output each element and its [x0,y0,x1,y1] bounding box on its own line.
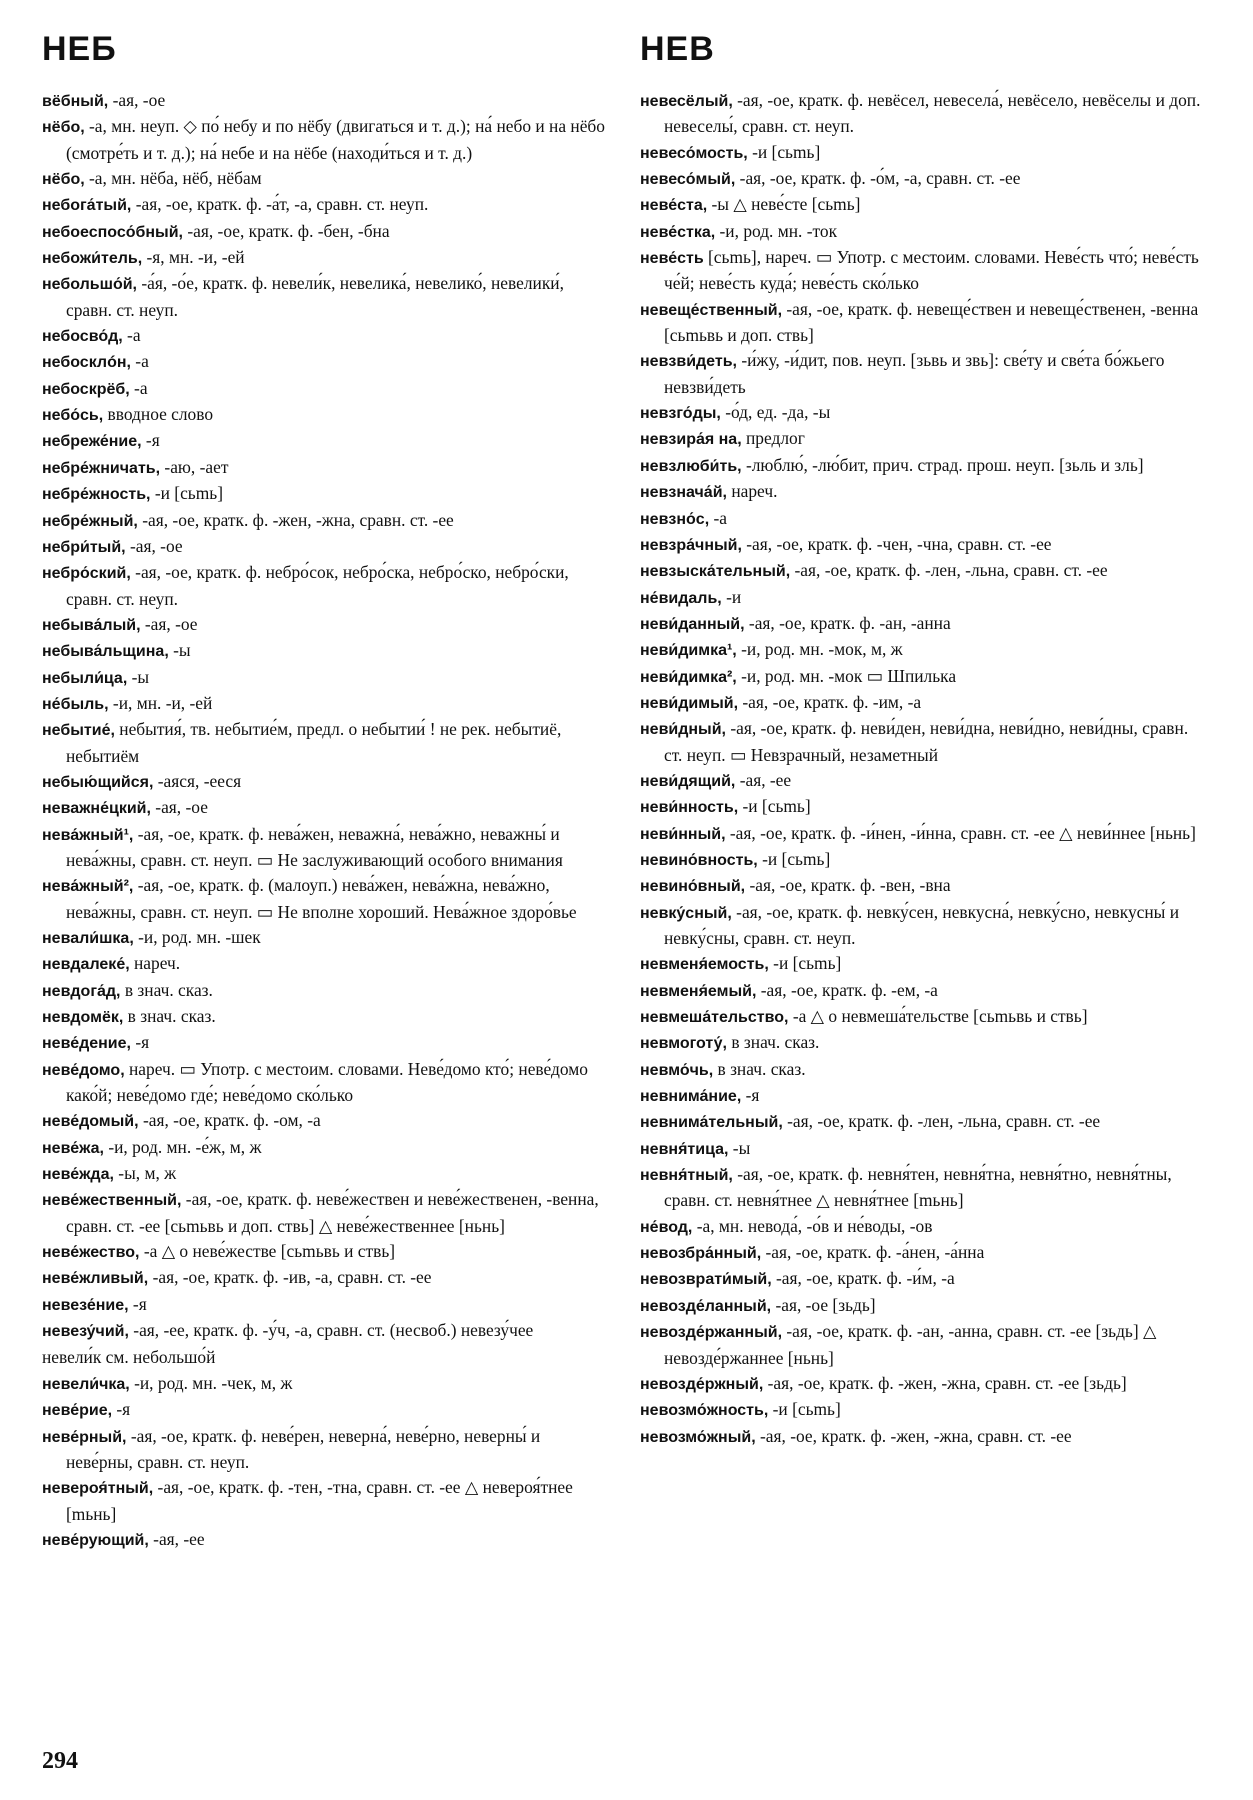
entry-body: -ая, -ое, кратк. ф. -вен, -вна [745,875,951,896]
entry-headword: невзра́чный, [640,536,742,554]
dictionary-entry [640,219,1210,245]
entry-headword: неви́данный, [640,615,745,633]
entry-body: -ая, -ое, кратк. ф. -и́м, -а [771,1268,955,1289]
entry-headword: невзнача́й, [640,484,727,502]
dictionary-entry [42,166,607,192]
entry-headword: невмеша́тельство, [640,1009,789,1027]
entry-body: -ая, -ее, кратк. ф. -у́ч, -а, сравн. ст. (несвоб.) невезу́чее [128,1320,534,1341]
entry-body: -ая, -ее [735,769,792,790]
entry-headword: невино́вность, [640,851,758,869]
entry-body: -ая, -ое, кратк. ф. -а́т, -а, сравн. ст. неуп. [131,194,429,215]
entry-body: -ая, -ое, кратк. ф. (малоуп.) нева́жен, нева́жна, нева́жно, нева́жны, сравн. ст. неуп. ▭ Не вполне хороший. Нева́жное здоро́вье [66,875,577,922]
entry-body: -ая, -ое, кратк. ф. -ан, -анна, сравн. ст. -ее [зьдь] △ невозде́ржаннее [ньнь] [664,1321,1157,1368]
entry-headword: небыва́лый, [42,616,141,634]
dictionary-entry [640,1057,1210,1083]
entry-body: -и [сьmь] [747,141,821,162]
entry-headword: невозде́ланный, [640,1297,772,1315]
dictionary-entry [640,140,1210,166]
entry-body: -ая, -ое, кратк. ф. невёсел, невесела́, невёсело, невёселы и доп. невеселы́, сравн. ст. неуп. [664,90,1201,137]
entry-headword: небро́ский, [42,565,131,583]
dictionary-entry [42,769,607,795]
entry-body: в знач. сказ. [713,1058,806,1079]
dictionary-entry [640,479,1210,505]
dictionary-entry [42,271,607,323]
entry-body: вводное слово [103,404,214,425]
entry-body: -ы [168,640,191,661]
entry-body: -ы, м, ж [113,1163,177,1184]
entry-body: -ы [728,1137,751,1158]
dictionary-entry [640,1109,1210,1135]
entry-body: -я [128,1293,147,1314]
entry-body: -ая, -ое [108,90,166,110]
entry-body: -ая, -ое, кратк. ф. невня́тен, невня́тна, невня́тно, невня́тны, сравн. ст. невня́тнее △ невня́тнее [mьнь] [664,1164,1172,1211]
dictionary-entry [640,1004,1210,1030]
page-number: 294 [42,1748,78,1774]
dictionary-entry [640,978,1210,1004]
entry-headword: неве́жество, [42,1244,140,1262]
dictionary-entry [42,1030,607,1056]
entry-headword: невку́сный, [640,904,732,922]
entry-body: -ая, -ое, кратк. ф. нева́жен, неважна́, нева́жно, неважны́ и нева́жны, сравн. ст. неуп. ▭ Не заслуживающий особого внимания [66,823,563,870]
entry-headword: вёбный, [42,93,109,110]
entry-headword: небре́жность, [42,486,151,504]
entry-headword: невероя́тный, [42,1480,154,1498]
dictionary-entry [640,611,1210,637]
entry-body: -и [сьmь] [757,848,831,869]
entry-headword: неве́домый, [42,1113,139,1131]
entry-headword: невмо́чь, [640,1061,714,1079]
entry-headword: небытие́, [42,722,115,740]
dictionary-entry [42,978,607,1004]
entry-headword: невали́шка, [42,930,134,947]
entry-body: -ая, -ое, кратк. ф. -ем, -а [756,979,938,1000]
dictionary-entry [42,1265,607,1291]
dictionary-entry [640,1266,1210,1292]
dictionary-entry [640,532,1210,558]
dictionary-entry [42,219,607,245]
entry-body: -ы △ неве́сте [сьmь] [707,194,861,215]
dictionary-entry [42,1292,607,1318]
entry-headword: невесо́мость, [640,144,748,162]
entry-body: -ая, -ое, кратк. ф. неве́рен, неверна́, неве́рно, неверны́ и неве́рны, сравн. ст. неуп. [66,1425,541,1472]
entry-body: -а [709,507,727,528]
dictionary-entry [42,376,607,402]
dictionary-entry [640,506,1210,532]
dictionary-entry [640,1136,1210,1162]
dictionary-entry [640,664,1210,690]
entry-headword: невозде́ржный, [640,1375,764,1393]
dictionary-entry [640,297,1210,349]
entry-body: -и, род. мн. -мок ▭ Шпилька [736,665,957,686]
entry-headword: неве́жественный, [42,1192,182,1210]
entry-headword: неви́нность, [640,799,739,817]
dictionary-entry [640,951,1210,977]
entry-headword: неве́дение, [42,1035,131,1053]
entry-body: -и [сьmь] [768,1399,841,1420]
entry-headword: неве́жда, [42,1166,114,1184]
entry-headword: невозде́ржанный, [640,1324,783,1342]
dictionary-entry [640,1319,1210,1371]
entry-headword: невдомёк, [42,1009,124,1027]
entry-headword: неве́рный, [42,1428,127,1446]
dictionary-entry [640,1083,1210,1109]
dictionary-entry [640,348,1210,400]
entry-body: -ая, -ое, кратк. ф. невку́сен, невкусна́, невку́сно, невкусны́ и невку́сны, сравн. ст. неуп. [664,901,1180,948]
entry-headword: невдога́д, [42,982,121,1000]
entry-headword: неве́жа, [42,1139,104,1157]
dictionary-entry [42,402,607,428]
dictionary-entry [640,400,1210,426]
entry-body: нареч. ▭ Употр. с местоим. словами. Неве́домо кто́; неве́домо како́й; неве́домо где́; неве́домо ско́лько [66,1058,588,1106]
entry-body: -ая, -ое [зьдь] [771,1294,876,1315]
dictionary-entry [42,1345,607,1371]
running-head-right: НЕВ [640,30,715,68]
entry-body: -и, род. мн. -мок, м, ж [736,639,903,660]
dictionary-entry [42,481,607,507]
entry-body: -и, род. мн. -шек [133,927,261,947]
dictionary-entry [42,717,607,769]
entry-body: -и [721,586,742,607]
entry-body: -я [112,1399,131,1420]
dictionary-entry [640,88,1210,140]
entry-body: -и, род. мн. -чек, м, ж [129,1372,293,1393]
entry-body: в знач. сказ. [120,979,213,1000]
entry-body: в знач. сказ. [123,1006,216,1027]
entry-body: [сьmь], нареч. ▭ Употр. с местоим. словами. Неве́сть что́; неве́сть че́й; неве́сть куда́; неве́сть ско́лько [664,247,1199,294]
dictionary-entry [640,1371,1210,1397]
dictionary-entry [42,114,607,166]
entry-headword: невезе́ние, [42,1296,129,1314]
dictionary-entry [42,245,607,271]
dictionary-entry [640,821,1210,847]
entry-body: -ая, -ое, кратк. ф. -а́нен, -а́нна [761,1242,985,1263]
dictionary-entry [640,166,1210,192]
entry-body: -ая, -ое, кратк. ф. -жен, -жна, сравн. ст. -ее [137,509,454,530]
dictionary-entry [640,426,1210,452]
entry-headword: невдалеке́, [42,956,130,974]
entry-body: -ая, -ое, кратк. ф. невеще́ствен и невеще́ственен, -венна [сьmьвь и доп. ствь] [664,298,1199,346]
entry-body: -ая, -ое, кратк. ф. -бен, -бна [182,220,390,241]
entry-body: -ая, -ое, кратк. ф. -о́м, -а, сравн. ст. -ее [735,168,1021,189]
entry-headword: неве́сть [640,250,704,268]
entry-headword: небо́сь, [42,407,104,425]
entry-headword: неви́димый, [640,694,739,712]
entry-headword: невменя́емость, [640,956,769,974]
entry-headword: невозмо́жность, [640,1402,769,1420]
dictionary-entry [640,1240,1210,1266]
entry-body: -ая, -ое [140,613,198,634]
dictionary-entry [42,638,607,664]
entry-headword: не́быль, [42,695,109,713]
dictionary-entry [42,795,607,821]
dictionary-entry [640,453,1210,479]
dictionary-entry [640,558,1210,584]
entry-body: -и [сьmь] [738,796,811,817]
dictionary-entry [640,716,1210,768]
entry-headword: небреже́ние, [42,433,142,451]
entry-headword: невня́тица, [640,1140,729,1158]
dictionary-entry [640,900,1210,952]
entry-headword: небога́тый, [42,197,132,215]
dictionary-entry [640,192,1210,218]
dictionary-entry [42,534,607,560]
dictionary-entry [42,1397,607,1423]
right-column [640,88,1210,1450]
dictionary-entry [640,1214,1210,1240]
entry-headword: невозмо́жный, [640,1428,756,1446]
left-column [42,88,607,1553]
entry-body: -я [741,1085,760,1106]
entry-headword: неве́ста, [640,197,708,215]
dictionary-entry [42,1187,607,1239]
entry-headword: небыли́ца, [42,669,128,687]
entry-headword: неве́домо, [42,1061,125,1079]
dictionary-entry [42,323,607,349]
entry-body: -и, род. мн. -ток [715,220,838,241]
entry-headword: неве́жливый, [42,1270,149,1288]
dictionary-entry [640,768,1210,794]
entry-headword: небре́жный, [42,512,138,530]
entry-headword: небре́жничать, [42,459,161,477]
entry-body: -аю, -ает [160,456,229,477]
entry-body: -ая, -ое, кратк. ф. -жен, -жна, сравн. ст. -ее [755,1425,1072,1446]
dictionary-entry [640,1424,1210,1450]
entry-headword: нёбо, [42,119,85,137]
dictionary-entry [640,794,1210,820]
entry-body: -а [130,351,149,372]
dictionary-entry [640,690,1210,716]
entry-headword: неви́димка¹, [640,642,737,660]
entry-headword: невзира́я на, [640,431,742,449]
entry-headword: невзго́ды, [640,405,721,423]
dictionary-entry [640,245,1210,297]
entry-body: -ая, -ое, кратк. ф. -лен, -льна, сравн. ст. -ее [782,1111,1101,1132]
entry-body: -ая, -ое, кратк. ф. -лен, -льна, сравн. ст. -ее [790,560,1108,581]
entry-headword: небыва́льщина, [42,643,169,661]
entry-body: -а [129,377,148,398]
entry-body: невели́к см. небольшо́й [42,1346,216,1367]
entry-body: -а △ о невмеша́тельстве [сьmьвь и ствь] [788,1006,1088,1027]
entry-headword: невзно́с, [640,510,710,528]
entry-headword: небоскрёб, [42,380,130,398]
entry-headword: неви́нный, [640,825,726,843]
entry-headword: невзлюби́ть, [640,457,742,475]
entry-body: небытия́, тв. небытие́м, предл. о небытии́ ! не рек. небытиё, небытиём [66,719,562,766]
dictionary-entry [42,1004,607,1030]
dictionary-entry [42,88,607,114]
dictionary-entry [42,192,607,218]
dictionary-entry [640,1293,1210,1319]
entry-body: -ая, -ое, кратк. ф. -и́нен, -и́нна, сравн. ст. -ее △ неви́ннее [ньнь] [725,822,1196,843]
entry-body: -ая, -ое, кратк. ф. -им, -а [738,691,922,712]
entry-body: -ая, -ое, кратк. ф. -ом, -а [138,1110,321,1131]
dictionary-entry [42,951,607,977]
dictionary-entry [42,1371,607,1397]
entry-headword: невозврати́мый, [640,1271,772,1289]
entry-headword: небосклóн, [42,354,131,372]
entry-body: -ая, -ое, кратк. ф. -ив, -а, сравн. ст. -ее [148,1267,432,1288]
entry-headword: неви́дящий, [640,772,736,790]
dictionary-entry [640,847,1210,873]
dictionary-entry [42,1475,607,1527]
dictionary-entry [42,665,607,691]
entry-headword: невели́чка, [42,1375,130,1393]
entry-headword: небоеспосо́бный, [42,223,183,241]
dictionary-entry [42,1318,607,1344]
entry-headword: неве́рие, [42,1402,113,1420]
dictionary-entry [42,1239,607,1265]
entry-body: -я [130,1032,150,1053]
entry-body: -ая, -ое, кратк. ф. -тен, -тна, сравн. ст. -ее △ невероя́тнее [mьнь] [66,1477,573,1524]
entry-body: -я [141,430,160,451]
entry-headword: невезу́чий, [42,1323,129,1341]
entry-body: -и, род. мн. -е́ж, м, ж [103,1136,262,1157]
dictionary-entry [640,1030,1210,1056]
entry-headword: нева́жный¹, [42,826,134,844]
entry-headword: нева́жный², [42,878,134,896]
dictionary-entry [42,1108,607,1134]
dictionary-entry [640,873,1210,899]
entry-headword: не́видаль, [640,589,722,607]
dictionary-entry [42,508,607,534]
dictionary-entry [42,1161,607,1187]
entry-headword: небыю́щийся, [42,773,154,791]
entry-body: -и, мн. -и, -ей [108,692,213,713]
entry-body: -я, мн. -и, -ей [142,247,245,268]
dictionary-entry [640,585,1210,611]
dictionary-entry [42,822,607,874]
entry-body: -ая, -ое, кратк. ф. неви́ден, неви́дна, неви́дно, неви́дны, сравн. ст. неуп. ▭ Невзрачный, незаметный [664,718,1189,765]
entry-headword: невесо́мый, [640,171,736,189]
dictionary-entry [42,1057,607,1109]
entry-headword: невменя́емый, [640,982,757,1000]
entry-body: -люблю́, -лю́бит, прич. страд. прош. неуп. [зьль и зль] [741,454,1144,475]
entry-body: -ая, -ое, кратк. ф. -ан, -анна [744,612,951,633]
entry-headword: небосво́д, [42,328,123,346]
entry-body: -ая, -ее [148,1528,205,1549]
entry-headword: небри́тый, [42,538,126,556]
entry-headword: небольшо́й, [42,276,137,294]
entry-body: -о́д, ед. -да, -ы [720,402,831,423]
entry-body: -а, мн. нёба, нёб, нёбам [84,168,262,189]
entry-body: -ая, -ое [125,535,183,556]
entry-body: -ая, -ое, кратк. ф. неве́жествен и неве́жественен, -венна, сравн. ст. -ее [сьmьвь и доп. ствь] △ неве́жественнее [ньнь] [66,1189,599,1236]
entry-headword: не́вод, [640,1218,693,1236]
entry-headword: невесёлый, [640,93,733,110]
dictionary-entry [42,1424,607,1476]
entry-body: -а, мн. неуп. ◇ по́ небу и по нёбу (двигаться и т. д.); на́ небо и на нёбо (смотре́ть и т. д.); на́ небе и на нёбе (находи́ться и т. д.) [66,116,605,163]
entry-body: -ая, -ое, кратк. ф. -жен, -жна, сравн. ст. -ее [зьдь] [763,1372,1127,1393]
dictionary-entry [42,428,607,454]
entry-headword: невмоготу́, [640,1035,727,1053]
entry-headword: невино́вный, [640,878,746,896]
dictionary-entry [640,637,1210,663]
entry-headword: неве́стка, [640,223,716,241]
entry-headword: неважне́цкий, [42,800,151,818]
dictionary-entry [42,691,607,717]
entry-body: -аяся, -ееся [153,770,242,791]
entry-body: предлог [741,428,805,449]
dictionary-entry [42,1527,607,1553]
entry-headword: неве́рующий, [42,1531,149,1549]
entry-headword: невозбра́нный, [640,1245,762,1263]
entry-body: -ая, -ое [150,797,208,818]
entry-body: -ая, -ое, кратк. ф. небро́сок, небро́ска, небро́ско, небро́ски, сравн. ст. неуп. [66,562,569,609]
entry-headword: нёбо, [42,171,85,189]
dictionary-entry [42,925,607,951]
entry-body: нареч. [726,481,778,502]
entry-body: в знач. сказ. [727,1032,820,1053]
entry-body: -и [сьmь] [150,483,223,504]
entry-headword: невня́тный, [640,1167,733,1185]
entry-body: -ая, -ое, кратк. ф. -чен, -чна, сравн. ст. -ее [741,533,1052,554]
entry-body: -а, мн. невода́, -о́в и не́воды, -ов [692,1215,933,1236]
entry-headword: неви́димка², [640,668,737,686]
dictionary-entry [640,1397,1210,1423]
entry-body: -а △ о неве́жестве [сьmьвь и ствь] [139,1241,396,1262]
entry-headword: невзыска́тельный, [640,563,791,581]
dictionary-entry [42,349,607,375]
entry-body: -а [122,325,141,346]
entry-headword: неви́дный, [640,721,726,739]
entry-body: -ы [127,666,150,687]
entry-body: -и [сьmь] [768,953,842,974]
entry-body: нареч. [129,953,181,974]
entry-headword: невеще́ственный, [640,301,783,319]
dictionary-entry [42,560,607,612]
running-head-left: НЕБ [42,30,117,68]
dictionary-entry [640,1162,1210,1214]
entry-headword: невнима́тельный, [640,1114,783,1132]
dictionary-entry [42,873,607,925]
entry-headword: невзви́деть, [640,353,737,371]
dictionary-entry [42,612,607,638]
entry-headword: небожи́тель, [42,250,143,268]
entry-body: -и́жу, -и́дит, пов. неуп. [зьвь и звь]: све́ту и све́та бо́жьего невзви́деть [664,350,1165,397]
entry-headword: невнима́ние, [640,1088,742,1106]
entry-body: -а́я, -о́е, кратк. ф. невели́к, невелика́, невелико́, невелики́, сравн. ст. неуп. [66,273,564,320]
dictionary-entry [42,455,607,481]
dictionary-entry [42,1135,607,1161]
